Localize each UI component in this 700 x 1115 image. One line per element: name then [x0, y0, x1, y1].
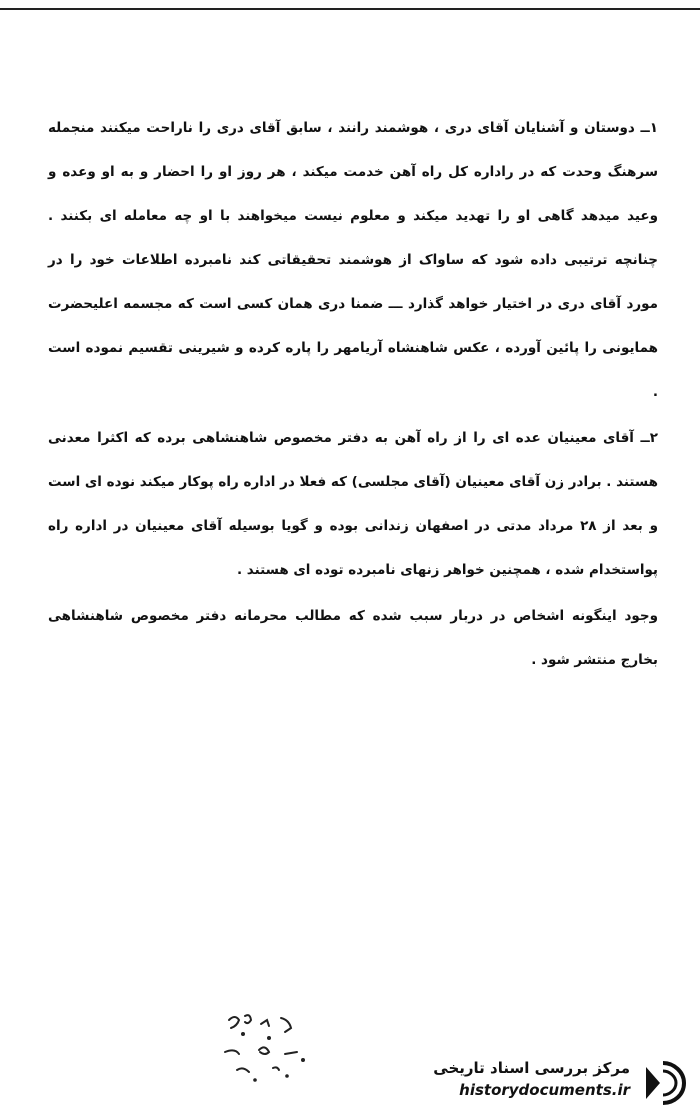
top-border-line: [0, 8, 700, 10]
handwritten-annotation: [215, 1010, 325, 1090]
watermark-title: مرکز بررسی اسناد تاریخی: [433, 1059, 630, 1077]
paragraph-3: وجود اینگونه اشخاص در دربار سبب شده که مطالب محرمانه دفتر مخصوص شاهنشاهی بخارج منتشر شود .: [48, 608, 658, 668]
paragraph-2: ۲ــ آقای معینیان عده ای را از راه آهن به دفتر مخصوص شاهنشاهی برده که اکثرا معدنی هستند . برادر زن آقای معینیان (آقای مجلسی) که فعلا در اداره راه پوکار میکند نوده ای است و بعد از ۲۸ مرداد مدتی در اصفهان زندانی بوده و گویا بوسیله آقای معینیان در اداره راه پواستخدام شده ، همچنین خواهر زنهای نامبرده توده ای هستند .: [48, 430, 658, 578]
document-body: [48, 106, 658, 682]
watermark-text: [433, 1057, 630, 1101]
archive-logo-icon: [638, 1059, 688, 1107]
paragraph-1: ۱ــ دوستان و آشنایان آقای دری ، هوشمند رانند ، سابق آقای دری را ناراحت میکنند منجمله سرهنگ وحدت که در راداره کل راه آهن خدمت میکند ، هر روز او را احضار و به او وعده و وعید میدهد گاهی او را تهدید میکند و معلوم نیست میخواهند با او چه معامله ای بکنند . چنانچه ترتیبی داده شود که ساواک از هوشمند تحقیقاتی کند نامبرده اطلاعات خود را در مورد آقای دری در اختیار خواهد گذارد ـــ ضمنا دری همان کسی است که مجسمه اعلیحضرت همایونی را پائین آورده ، عکس شاهنشاه آریامهر را پاره کرده و شیرینی تقسیم نموده است .: [48, 120, 658, 400]
watermark-url: historydocuments.ir: [459, 1081, 630, 1099]
archive-watermark: [402, 1053, 692, 1111]
